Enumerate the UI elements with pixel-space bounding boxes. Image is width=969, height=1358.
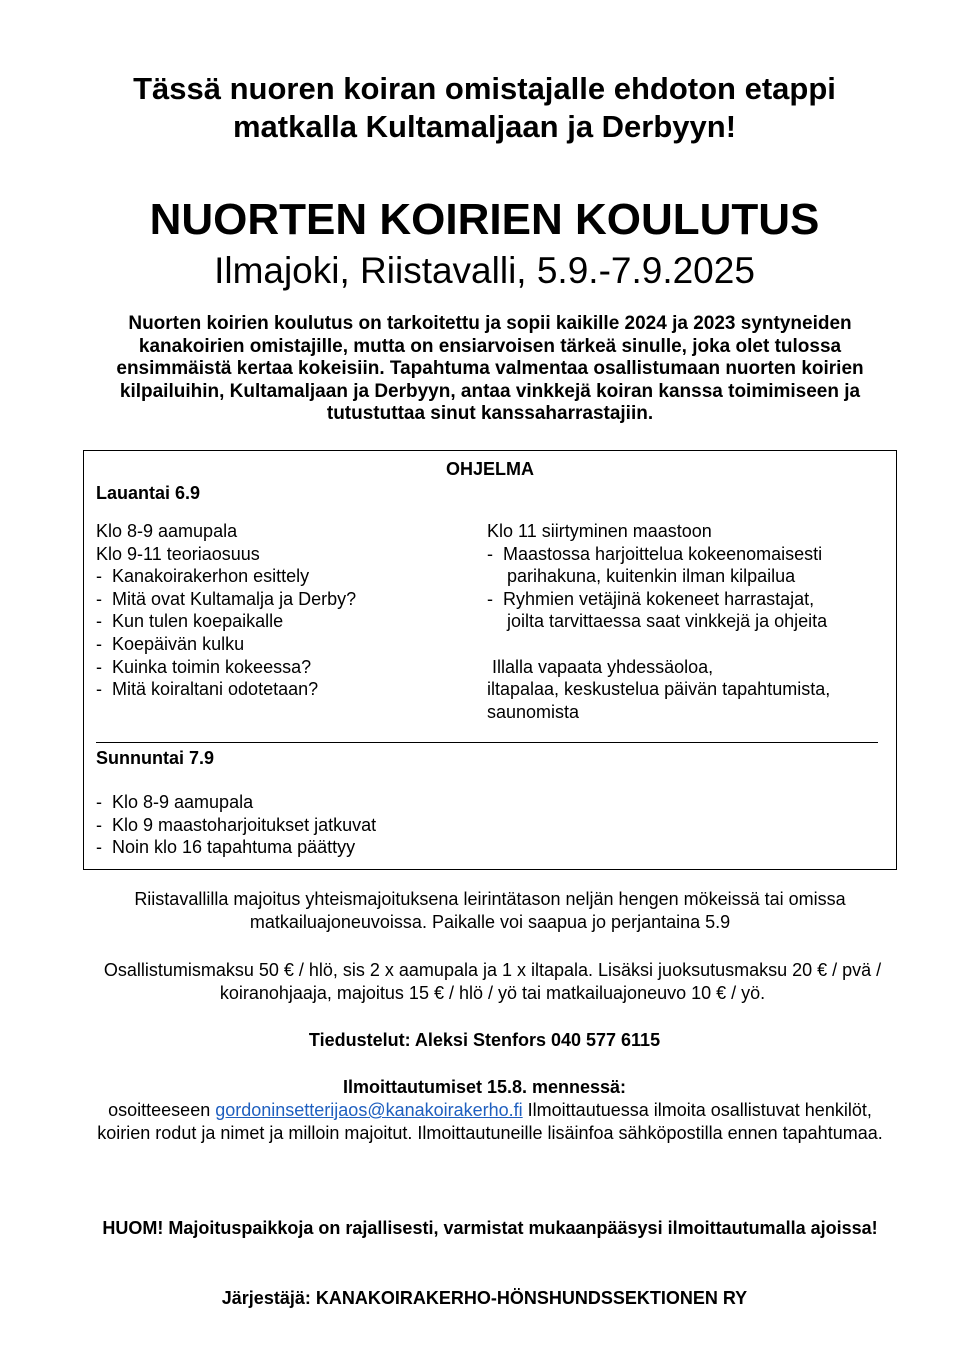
- headline-line-2: matkalla Kultamaljaan ja Derbyyn!: [232, 109, 737, 144]
- schedule-item: - Maastossa harjoittelua kokeenomaisesti: [487, 543, 823, 564]
- schedule-item: parihakuna, kuitenkin ilman kilpailua: [487, 566, 796, 587]
- schedule-item: - Kun tulen koepaikalle: [96, 611, 284, 632]
- intro-paragraph: Nuorten koirien koulutus on tarkoitettu ja sopii kaikille 2024 ja 2023 syntyneiden kanakoirien omistajille, mutta on ensiarvoisen tärkeä sinulle, joka olet tulossa ensimmäistä kertaa kokeisiin. Tapahtuma valmentaa osallistumaan nuorten koirien kilpailuihin, Kultamaljaan ja Derbyyn, antaa vinkkejä koiran kanssa toimimiseen ja tutustuttaa sinut kanssaharrastajiin.: [116, 313, 864, 425]
- schedule-item: - Mitä koiraltani odotetaan?: [96, 679, 319, 700]
- registration-email-link[interactable]: gordoninsetterijaos@kanakoirakerho.fi: [215, 1100, 523, 1120]
- saturday-right-column: [487, 520, 830, 723]
- sunday-label: Sunnuntai 7.9: [96, 748, 215, 768]
- accommodation-paragraph: Riistavallilla majoitus yhteismajoituksena leirintätason neljän hengen mökeissä tai omissa matkailuajoneuvoissa. Paikalle voi saapua jo perjantaina 5.9: [134, 889, 846, 932]
- registration-paragraph: [90, 1099, 890, 1144]
- saturday-left-column: [96, 520, 356, 701]
- registration-heading: Ilmoittautumiset 15.8. mennessä:: [342, 1077, 627, 1097]
- schedule-item: Klo 11 siirtyminen maastoon: [487, 521, 712, 541]
- program-box: [83, 450, 897, 870]
- schedule-item: - Ryhmien vetäjinä kokeneet harrastajat,: [487, 588, 815, 609]
- registration-prefix: osoitteeseen: [108, 1100, 216, 1120]
- schedule-item: - Noin klo 16 tapahtuma päättyy: [96, 837, 356, 858]
- schedule-item: - Klo 9 maastoharjoitukset jatkuvat: [96, 814, 377, 835]
- day-divider: [96, 742, 878, 743]
- schedule-item: - Koepäivän kulku: [96, 633, 245, 654]
- schedule-item: - Mitä ovat Kultamalja ja Derby?: [96, 588, 357, 609]
- registration-suffix: Ilmoittautuessa ilmoita osallistuvat henkilöt, koirien rodut ja nimet ja milloin majoitut. Ilmoittautuneille lisäinfoa sähköpostilla ennen tapahtumaa.: [97, 1100, 883, 1143]
- schedule-item: - Kuinka toimin kokeessa?: [96, 656, 312, 677]
- sunday-column: [96, 791, 376, 859]
- program-heading: OHJELMA: [445, 459, 534, 479]
- schedule-item: Klo 9-11 teoriaosuus: [96, 543, 260, 564]
- organizer: Järjestäjä: KANAKOIRAKERHO-HÖNSHUNDSSEKTIONEN RY: [221, 1288, 748, 1308]
- schedule-item: - Kanakoirakerhon esittely: [96, 566, 310, 587]
- inquiries-contact: Tiedustelut: Aleksi Stenfors 040 577 6115: [308, 1030, 661, 1050]
- schedule-item: Klo 8-9 aamupala: [96, 521, 238, 541]
- headline-line-1: Tässä nuoren koiran omistajalle ehdoton etappi: [133, 71, 836, 106]
- saturday-label: Lauantai 6.9: [96, 483, 201, 503]
- schedule-item: Illalla vapaata yhdessäoloa,: [487, 656, 714, 677]
- headline: [0, 70, 969, 146]
- schedule-item: - Klo 8-9 aamupala: [96, 792, 254, 812]
- schedule-item: saunomista: [487, 701, 580, 722]
- page-subtitle: Ilmajoki, Riistavalli, 5.9.-7.9.2025: [214, 250, 755, 291]
- page-title: NUORTEN KOIRIEN KOULUTUS: [149, 195, 820, 244]
- schedule-spacer: [487, 633, 830, 656]
- note-paragraph: HUOM! Majoituspaikkoja on rajallisesti, varmistat mukaanpääsysi ilmoittautumalla ajoissa!: [102, 1218, 878, 1238]
- fees-paragraph: Osallistumismaksu 50 € / hlö, sis 2 x aamupala ja 1 x iltapala. Lisäksi juoksutusmaksu 20 € / pvä / koiranohjaaja, majoitus 15 € / hlö / yö tai matkailuajoneuvo 10 € / yö.: [103, 960, 882, 1003]
- schedule-item: joilta tarvittaessa saat vinkkejä ja ohjeita: [487, 611, 828, 632]
- schedule-item: iltapalaa, keskustelua päivän tapahtumista,: [487, 679, 831, 700]
